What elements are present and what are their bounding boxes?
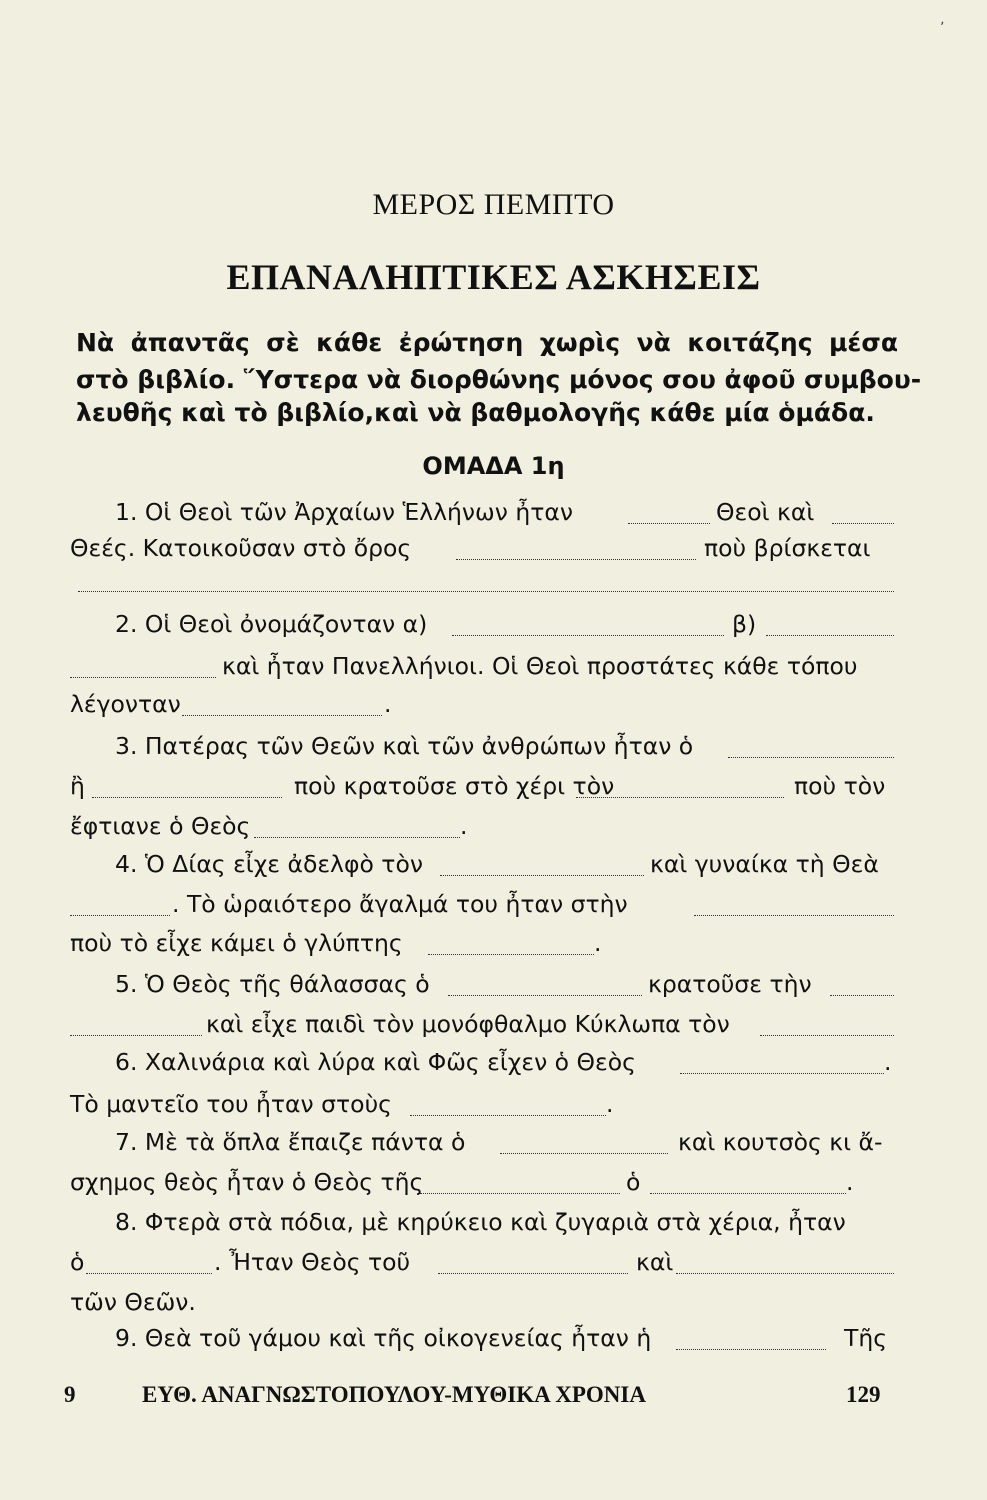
question-4-text: ποὺ τὸ εἶχε κάμει ὁ γλύπτης — [70, 929, 403, 957]
page-title: ΕΠΑΝΑΛΗΠΤΙΚΕΣ ΑΣΚΗΣΕΙΣ — [226, 257, 761, 297]
blank-q1-2[interactable] — [832, 522, 894, 524]
blank-q1-4[interactable] — [78, 590, 894, 592]
question-9-text: 9. Θεὰ τοῦ γάμου καὶ τῆς οἰκογενείας ἦταν ἡ — [115, 1324, 652, 1352]
blank-q7-1[interactable] — [500, 1152, 668, 1154]
section-heading: ΜΕΡΟΣ ΠΕΜΠΤΟ — [372, 188, 615, 221]
question-3-text: ποὺ τὸν — [794, 772, 886, 800]
blank-q6-1[interactable] — [680, 1072, 884, 1074]
question-7-text: 7. Μὲ τὰ ὅπλα ἔπαιζε πάντα ὁ — [115, 1128, 466, 1156]
blank-q8-3[interactable] — [676, 1272, 894, 1274]
question-1-text: Θεοὶ καὶ — [716, 498, 815, 526]
question-3-text: 3. Πατέρας τῶν Θεῶν καὶ τῶν ἀνθρώπων ἦταν ὁ — [115, 732, 694, 760]
question-1-text: 1. Οἱ Θεοὶ τῶν Ἀρχαίων Ἑλλήνων ἦταν — [115, 498, 573, 526]
page-mark: ʼ — [940, 20, 945, 36]
question-1-text: ποὺ βρίσκεται — [704, 534, 871, 562]
question-4-text: . — [594, 929, 602, 957]
question-2-text: 2. Οἱ Θεοὶ ὀνομάζονταν α) — [115, 610, 428, 638]
question-3-text: ἔφτιανε ὁ Θεὸς — [70, 812, 251, 840]
question-1-text: Θεές. Κατοικοῦσαν στὸ ὄρος — [70, 534, 412, 562]
question-2-text: καὶ ἦταν Πανελλήνιοι. Οἱ Θεοὶ προστάτες κάθε τόπου — [222, 652, 858, 680]
question-4-text: . Τὸ ὡραιότερο ἄγαλμά του ἦταν στὴν — [172, 890, 628, 918]
blank-q8-2[interactable] — [438, 1272, 628, 1274]
question-8-text: 8. Φτερὰ στὰ πόδια, μὲ κηρύκειο καὶ ζυγαριὰ στὰ χέρια, ἦταν — [115, 1208, 846, 1236]
page-number: 129 — [846, 1382, 881, 1407]
blank-q2-3[interactable] — [70, 676, 216, 678]
footer-signature: 9 — [64, 1382, 76, 1407]
question-4-text: 4. Ὁ Δίας εἶχε ἀδελφὸ τὸν — [115, 850, 423, 878]
question-5-text: κρατοῦσε τὴν — [648, 970, 812, 998]
blank-q3-2[interactable] — [92, 796, 282, 798]
blank-q7-3[interactable] — [650, 1192, 846, 1194]
blank-q1-3[interactable] — [456, 558, 696, 560]
question-7-text: καὶ κουτσὸς κι ἄ- — [678, 1128, 883, 1156]
instructions-line-3: λευθῆς καὶ τὸ βιβλίο,καὶ νὰ βαθμολογῆς κάθε μία ὁμάδα. — [76, 398, 875, 427]
question-8-text: . Ἦταν Θεὸς τοῦ — [214, 1248, 411, 1276]
blank-q8-1[interactable] — [86, 1272, 212, 1274]
question-9-text: Τῆς — [844, 1324, 888, 1352]
blank-q1-1[interactable] — [628, 522, 710, 524]
question-2-text: β) — [732, 610, 757, 638]
question-3-text: ἢ — [70, 772, 85, 800]
question-8-text: ὁ — [70, 1248, 85, 1276]
instructions-line-1: Νὰ ἀπαντᾶς σὲ κάθε ἐρώτηση χωρὶς νὰ κοιτάζης μέσα — [76, 328, 898, 357]
question-6-text: 6. Χαλινάρια καὶ λύρα καὶ Φῶς εἶχεν ὁ Θεὸς — [115, 1048, 636, 1076]
blank-q4-2[interactable] — [70, 914, 170, 916]
blank-q2-1[interactable] — [452, 634, 724, 636]
footer-running-title: ΕΥΘ. ΑΝΑΓΝΩΣΤΟΠΟΥΛΟΥ-ΜΥΘΙΚΑ ΧΡΟΝΙΑ — [142, 1382, 646, 1407]
blank-q4-4[interactable] — [428, 953, 594, 955]
question-3-text: . — [460, 812, 468, 840]
blank-q3-3[interactable] — [576, 796, 784, 798]
question-5-text: 5. Ὁ Θεὸς τῆς θάλασσας ὁ — [115, 970, 430, 998]
blank-q4-3[interactable] — [694, 914, 894, 916]
question-7-text: σχημος θεὸς ἦταν ὁ Θεὸς τῆς — [70, 1168, 424, 1196]
blank-q6-2[interactable] — [410, 1114, 606, 1116]
group-heading: ΟΜΑΔΑ 1η — [422, 452, 565, 480]
blank-q2-2[interactable] — [766, 634, 894, 636]
blank-q5-2[interactable] — [830, 994, 894, 996]
question-5-text: καὶ εἶχε παιδὶ τὸν μονόφθαλμο Κύκλωπα τὸν — [206, 1010, 730, 1038]
blank-q3-4[interactable] — [254, 836, 460, 838]
question-3-text: ποὺ κρατοῦσε στὸ χέρι τὸν — [294, 772, 615, 800]
blank-q5-1[interactable] — [448, 994, 642, 996]
question-7-text: . — [846, 1168, 854, 1196]
question-2-text: λέγονταν — [70, 690, 181, 718]
blank-q4-1[interactable] — [440, 874, 644, 876]
question-6-text: Τὸ μαντεῖο του ἦταν στοὺς — [70, 1090, 392, 1118]
blank-q7-2[interactable] — [420, 1192, 620, 1194]
blank-q3-1[interactable] — [728, 756, 894, 758]
blank-q5-4[interactable] — [760, 1034, 894, 1036]
question-2-text: . — [384, 690, 392, 718]
question-8-text: τῶν Θεῶν. — [70, 1288, 196, 1316]
instructions-line-2: στὸ βιβλίο. Ὕστερα νὰ διορθώνης μόνος σου ἀφοῦ συμβου- — [76, 365, 922, 394]
blank-q2-4[interactable] — [182, 714, 382, 716]
question-8-text: καὶ — [636, 1248, 674, 1276]
question-6-text: . — [606, 1090, 614, 1118]
question-6-text: . — [884, 1048, 892, 1076]
question-7-text: ὁ — [626, 1168, 641, 1196]
question-4-text: καὶ γυναίκα τὴ Θεὰ — [650, 850, 879, 878]
blank-q9-1[interactable] — [676, 1348, 826, 1350]
blank-q5-3[interactable] — [70, 1034, 202, 1036]
